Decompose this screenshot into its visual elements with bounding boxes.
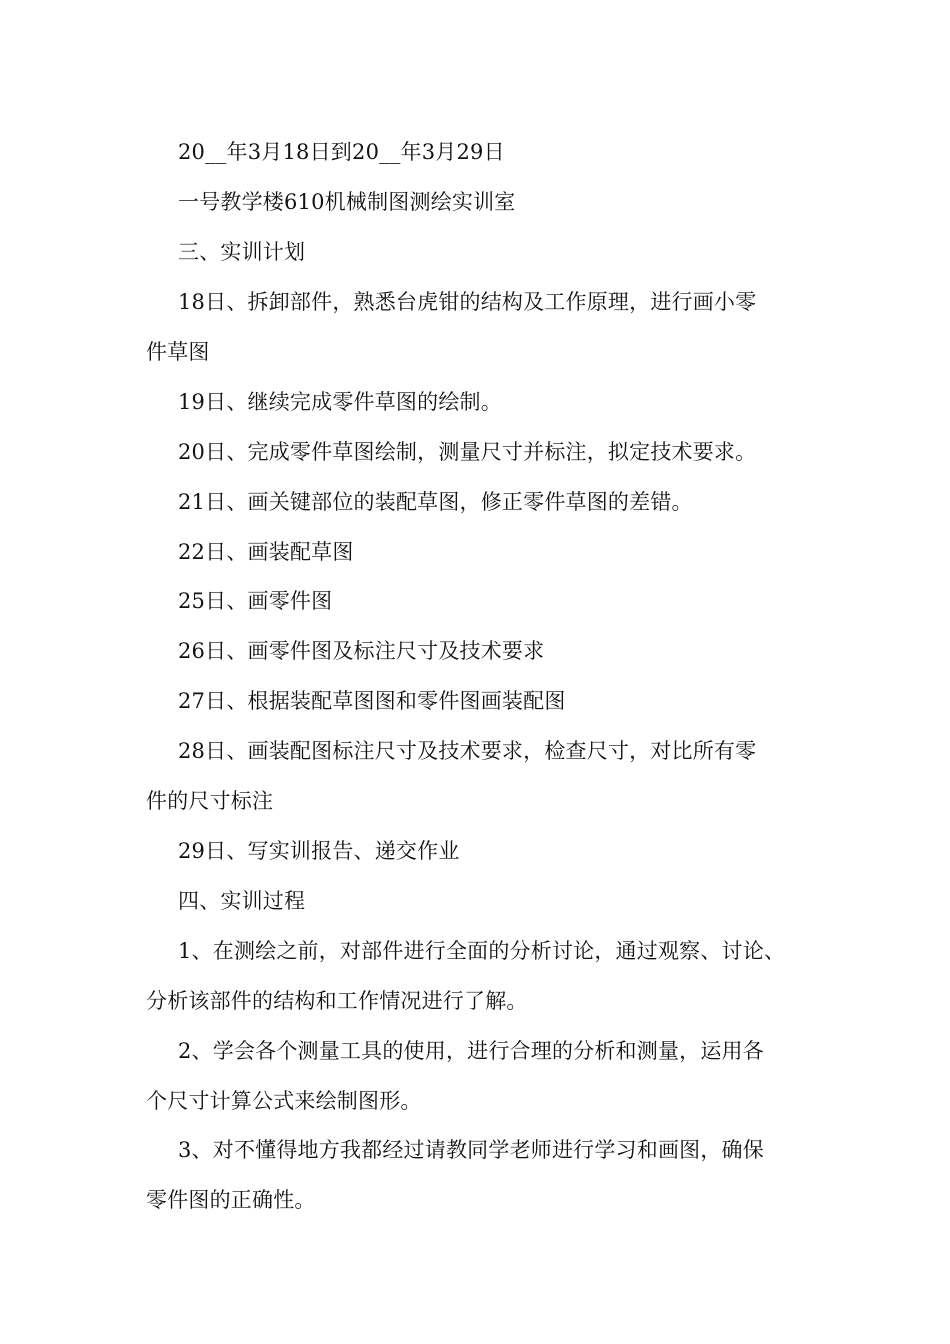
plan-day-27: 27日、根据装配草图图和零件图画装配图 xyxy=(178,689,566,713)
plan-day-19: 19日、继续完成零件草图的绘制。 xyxy=(178,390,502,414)
section-heading-plan: 三、实训计划 xyxy=(178,240,306,264)
plan-day-28-cont: 件的尺寸标注 xyxy=(146,789,274,813)
plan-day-21: 21日、画关键部位的装配草图，修正零件草图的差错。 xyxy=(178,490,693,514)
plan-day-26: 26日、画零件图及标注尺寸及技术要求 xyxy=(178,639,545,663)
process-item-3-cont: 零件图的正确性。 xyxy=(146,1188,316,1212)
plan-day-18: 18日、拆卸部件，熟悉台虎钳的结构及工作原理，进行画小零 xyxy=(178,290,757,314)
plan-day-20: 20日、完成零件草图绘制，测量尺寸并标注，拟定技术要求。 xyxy=(178,440,757,464)
plan-day-28: 28日、画装配图标注尺寸及技术要求，检查尺寸，对比所有零 xyxy=(178,739,757,763)
process-item-2: 2、学会各个测量工具的使用，进行合理的分析和测量，运用各 xyxy=(178,1039,764,1063)
section-heading-process: 四、实训过程 xyxy=(178,889,306,913)
plan-day-18-cont: 件草图 xyxy=(146,340,210,364)
plan-day-25: 25日、画零件图 xyxy=(178,589,333,613)
plan-day-29: 29日、写实训报告、递交作业 xyxy=(178,839,460,863)
process-item-3: 3、对不懂得地方我都经过请教同学老师进行学习和画图，确保 xyxy=(178,1138,764,1162)
process-item-1: 1、在测绘之前，对部件进行全面的分析讨论，通过观察、讨论、 xyxy=(178,939,786,963)
process-item-1-cont: 分析该部件的结构和工作情况进行了解。 xyxy=(146,989,528,1013)
process-item-2-cont: 个尺寸计算公式来绘制图形。 xyxy=(146,1089,422,1113)
location: 一号教学楼610机械制图测绘实训室 xyxy=(178,190,516,214)
date-range: 20__年3月18日到20__年3月29日 xyxy=(178,140,505,164)
plan-day-22: 22日、画装配草图 xyxy=(178,540,354,564)
